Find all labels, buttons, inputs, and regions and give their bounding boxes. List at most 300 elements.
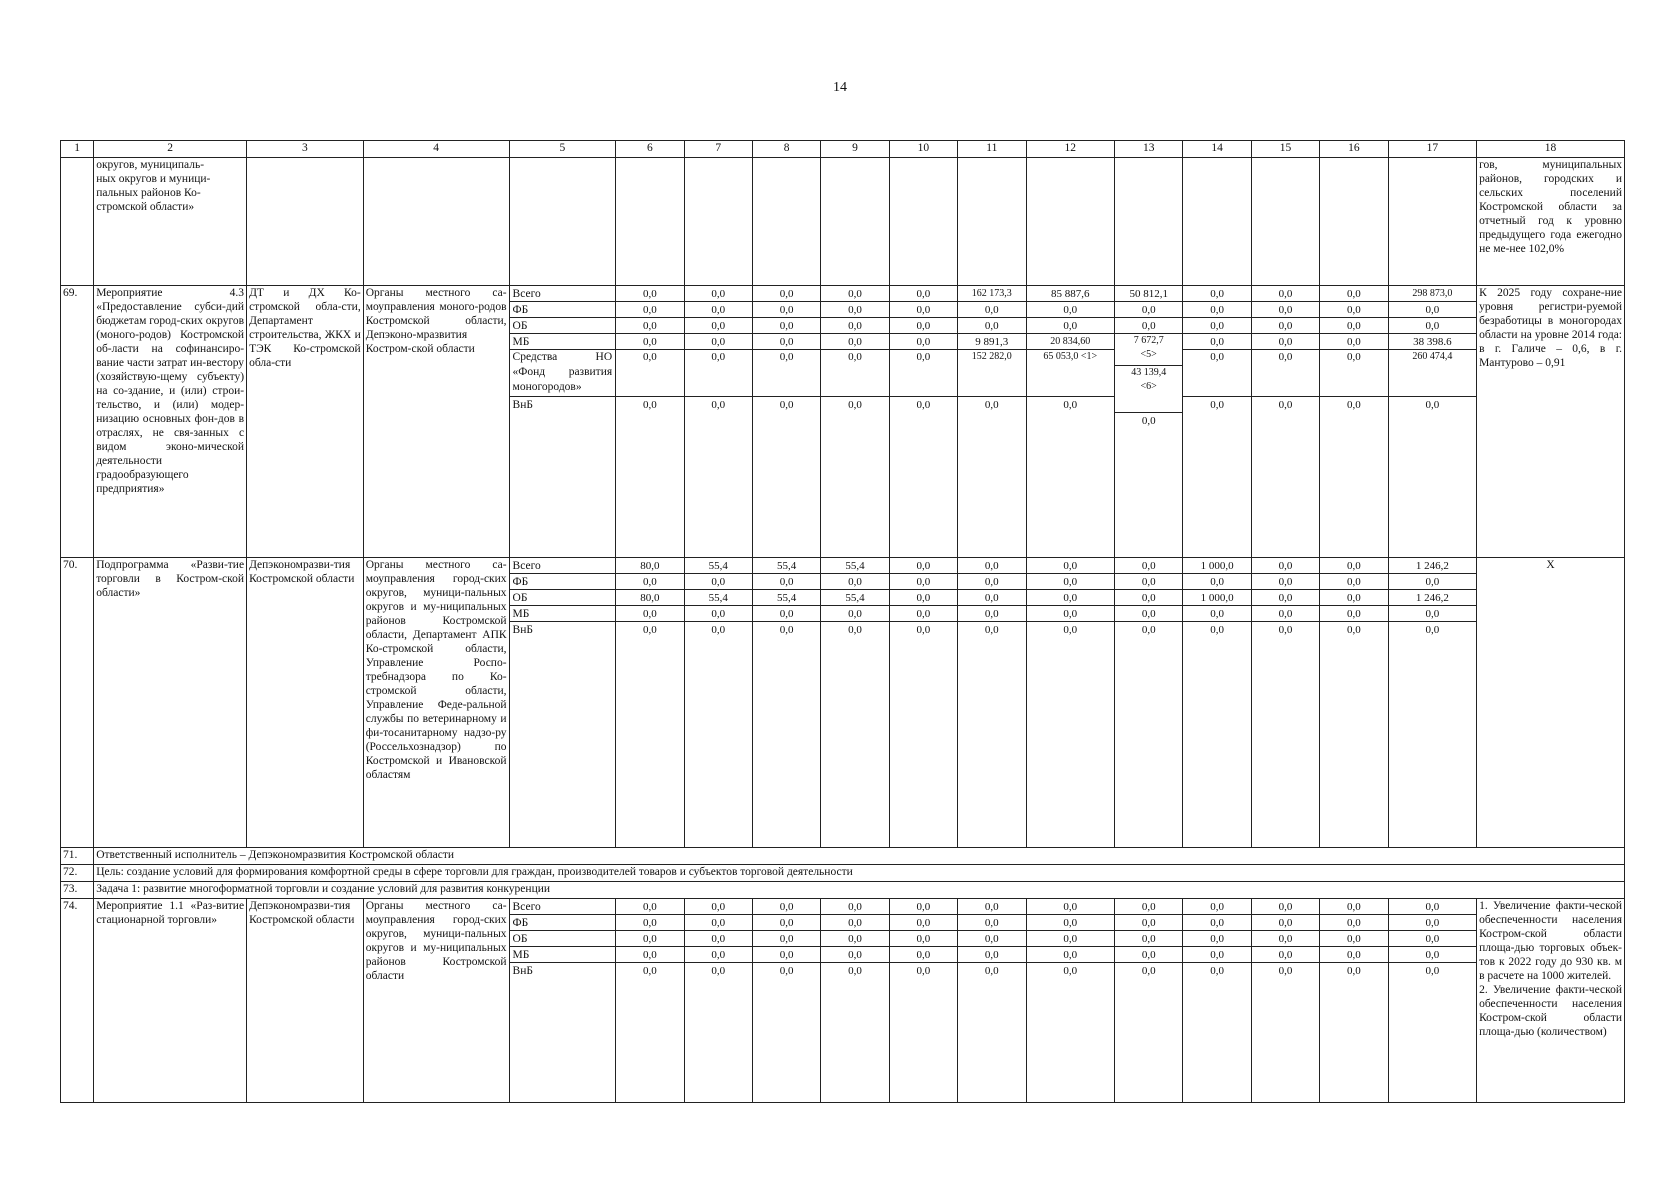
value-cell: 0,0 [1183, 334, 1250, 350]
value-cell: 0,0 [1183, 350, 1250, 397]
value-column-7 [684, 899, 752, 1103]
value-cell: 55,4 [685, 590, 752, 606]
value-cell: 0,0 [1210, 965, 1224, 977]
value-cell: 1 000,0 [1183, 558, 1250, 574]
value-column-6 [616, 899, 684, 1103]
value-cell: 0,0 [1027, 302, 1115, 318]
value-cell: 0,0 [1320, 899, 1387, 915]
value-cell: 298 873,0 [1389, 286, 1477, 302]
value-cell: 0,0 [685, 899, 752, 915]
row-span-text: Цель: создание условий для формирования комфортной среды в сфере торговли для граждан, производителей товаров и субъектов торговой деятельности [94, 865, 1625, 882]
value-cell: 0,0 [1252, 931, 1319, 947]
value-cell: 0,0 [821, 947, 888, 963]
value-cell: 0,0 [616, 606, 683, 622]
row-name: Мероприятие 4.3 «Предоставление субси-дий бюджетам город-ских округов (моного-родов) Костромской об-ласти на софинансиро-вание части затрат ин-вестору (хозяйствую-щему субъекту) на со-здание, и (или) строи-тельство, и (или) модер-низацию основных фон-дов в отраслях, не свя-занных с видом эконо-мической деятельности градообразующего предприятия» [94, 286, 247, 558]
value-column-6 [616, 558, 684, 848]
value-cell: 0,0 [753, 606, 820, 622]
column-header-5: 5 [509, 141, 616, 158]
value-cell: 0,0 [1320, 606, 1387, 622]
row-executor: Депэкономразви-тия Костромской области [247, 558, 364, 848]
value-cell: 0,0 [1183, 606, 1250, 622]
value-cell: 0,0 [1115, 302, 1182, 318]
value-column-17 [1388, 899, 1477, 1103]
value-cell: 0,0 [1027, 590, 1115, 606]
value-cell: 0,0 [1320, 931, 1387, 947]
column-header-18: 18 [1477, 141, 1625, 158]
value-cell: 0,0 [1183, 947, 1250, 963]
value-cell: 0,0 [642, 624, 657, 636]
value-cell: 80,0 [616, 590, 683, 606]
value-cell: 0,0 [1320, 286, 1387, 302]
value-cell: 0,0 [1115, 899, 1182, 915]
column-header-16: 16 [1320, 141, 1388, 158]
value-cell: 0,0 [753, 350, 820, 397]
value-cell: 0,0 [1027, 318, 1115, 334]
column-header-7: 7 [684, 141, 752, 158]
value-column-11 [958, 899, 1026, 1103]
value-cell: 0,0 [753, 302, 820, 318]
row-participants: Органы местного са-моуправления моного-родов Костромской области, Депэконо-мразвития Костром-ской области [363, 286, 509, 558]
column-header-11: 11 [958, 141, 1026, 158]
value-cell: 0,0 [685, 947, 752, 963]
value-cell: 0,0 [1425, 399, 1440, 411]
value-cell: 0,0 [753, 574, 820, 590]
value-cell: 0,0 [1183, 574, 1250, 590]
value-column-9 [821, 286, 889, 558]
row-executor: ДТ и ДХ Ко-стромской обла-сти, Департамент строительства, ЖКХ и ТЭК Ко-стромской обла-сти [247, 286, 364, 558]
funding-source: ВнБ [512, 624, 533, 636]
value-cell: 0,0 [753, 915, 820, 931]
value-cell: 0,0 [1063, 624, 1078, 636]
value-cell: 55,4 [753, 558, 820, 574]
value-cell: 0,0 [711, 399, 726, 411]
row-participants [363, 158, 509, 286]
value-column-14 [1183, 899, 1251, 1103]
value-cell: 1 246,2 [1389, 558, 1477, 574]
value-cell: 1 246,2 [1389, 590, 1477, 606]
value-cell: 0,0 [685, 931, 752, 947]
column-header-2: 2 [94, 141, 247, 158]
value-cell: 0,0 [1141, 415, 1156, 427]
value-cell: 0,0 [1278, 965, 1293, 977]
value-cell: 0,0 [1115, 318, 1182, 334]
funding-source: Всего [510, 558, 616, 574]
table-row-69 [61, 286, 1625, 558]
value-cell: 20 834,60 [1027, 334, 1115, 350]
value-cell: 0,0 [1210, 624, 1224, 636]
funding-source: МБ [510, 334, 616, 350]
row-source [509, 158, 616, 286]
value-cell: 0,0 [616, 947, 683, 963]
column-header-1: 1 [61, 141, 94, 158]
value-cell: 0,0 [685, 286, 752, 302]
value-cell: 38 398.6 [1389, 334, 1477, 350]
value-cell: 0,0 [616, 574, 683, 590]
value-cell: 0,0 [1252, 899, 1319, 915]
value-cell: 0,0 [958, 558, 1025, 574]
value-column-16 [1320, 558, 1388, 848]
value-cell: 0,0 [890, 899, 957, 915]
value-cell: 65 053,0 <1> [1027, 350, 1115, 397]
value-cell: 0,0 [1252, 334, 1319, 350]
value-cell: 0,0 [779, 624, 794, 636]
value-cell: 0,0 [1027, 947, 1115, 963]
funding-source: ОБ [510, 590, 616, 606]
row-participants: Органы местного са-моуправления город-ских округов, муници-пальных округов и му-ниципальных районов Костромской области [363, 899, 509, 1103]
value-cell: 0,0 [1183, 286, 1250, 302]
value-cell: 0,0 [1141, 965, 1156, 977]
value-cell: 0,0 [1183, 318, 1250, 334]
funding-source: ВнБ [512, 965, 533, 977]
value-cell: 0,0 [890, 606, 957, 622]
value-column-15 [1251, 899, 1319, 1103]
row-result: Х [1477, 558, 1625, 848]
column-header-13: 13 [1115, 141, 1183, 158]
value-column-17 [1388, 558, 1477, 848]
value-cell: 0,0 [1320, 558, 1387, 574]
value-cell: 0,0 [1252, 947, 1319, 963]
value-cell: 0,0 [890, 590, 957, 606]
column-header-4: 4 [363, 141, 509, 158]
value-cell: 0,0 [821, 286, 888, 302]
row-number: 70. [61, 558, 94, 848]
value-cell: 85 887,6 [1027, 286, 1115, 302]
table-row-72 [61, 865, 1625, 882]
value-cell: 0,0 [1346, 624, 1361, 636]
value-cell: 0,0 [1252, 574, 1319, 590]
value-cell: 0,0 [1141, 624, 1156, 636]
value-cell: 55,4 [685, 558, 752, 574]
value-cell: 0,0 [685, 334, 752, 350]
value-column-12 [1026, 899, 1115, 1103]
value-cell: 260 474,4 [1389, 350, 1477, 397]
value-cell: 0,0 [1320, 302, 1387, 318]
row-name: Мероприятие 1.1 «Раз-витие стационарной торговли» [94, 899, 247, 1103]
value-column-9 [821, 899, 889, 1103]
value-cell: 0,0 [1389, 318, 1477, 334]
value-cell: 0,0 [685, 606, 752, 622]
funding-source: ОБ [510, 318, 616, 334]
table-row-71 [61, 848, 1625, 865]
value-cell: 0,0 [685, 302, 752, 318]
value-cell: 0,0 [685, 915, 752, 931]
value-cell: 0,0 [848, 399, 862, 411]
row-span-text: Ответственный исполнитель – Депэкономразвития Костромской области [94, 848, 1625, 865]
value-cell: 0,0 [1320, 350, 1387, 397]
value-cell: 0,0 [958, 590, 1025, 606]
value-cell: 55,4 [821, 590, 888, 606]
value-cell: 0,0 [890, 334, 957, 350]
value-cell: 0,0 [916, 965, 931, 977]
row-number: 69. [61, 286, 94, 558]
value-cell: 0,0 [821, 606, 888, 622]
value-column-12 [1026, 286, 1115, 558]
value-cell: 0,0 [1320, 574, 1387, 590]
value-cell: 0,0 [821, 899, 888, 915]
value-cell: 0,0 [958, 606, 1025, 622]
row-sources [509, 558, 616, 848]
value-cell: 0,0 [1389, 899, 1477, 915]
value-column-14 [1183, 558, 1251, 848]
column-header-15: 15 [1251, 141, 1319, 158]
row-number [61, 158, 94, 286]
value-cell: 0,0 [1183, 915, 1250, 931]
value-cell: 0,0 [1389, 931, 1477, 947]
value-cell: 0,0 [753, 286, 820, 302]
value-cell: 0,0 [958, 574, 1025, 590]
value-column-16 [1320, 286, 1388, 558]
funding-source: ФБ [510, 302, 616, 318]
funding-source: МБ [510, 606, 616, 622]
row-number: 74. [61, 899, 94, 1103]
table-row-74 [61, 899, 1625, 1103]
value-cell: 0,0 [1252, 286, 1319, 302]
value-cell: 9 891,3 [958, 334, 1025, 350]
page-number: 14 [833, 80, 847, 95]
value-cell: 0,0 [821, 915, 888, 931]
value-cell: 0,0 [1115, 606, 1182, 622]
value-cell: 0,0 [958, 931, 1025, 947]
value-cell: 0,0 [1115, 931, 1182, 947]
value-cell: 0,0 [916, 399, 931, 411]
column-header-10: 10 [889, 141, 957, 158]
value-cell: 0,0 [1252, 302, 1319, 318]
value-cell: 0,0 [821, 574, 888, 590]
value-cell: 0,0 [753, 899, 820, 915]
value-column-8 [752, 899, 820, 1103]
value-cell: 0,0 [1389, 947, 1477, 963]
row-executor: Депэкономразви-тия Костромской области [247, 899, 364, 1103]
value-cell: 0,0 [685, 350, 752, 397]
value-cell: 0,0 [1115, 947, 1182, 963]
value-cell: 0,0 [958, 899, 1025, 915]
value-cell: 0,0 [616, 350, 683, 397]
value-cell: 0,0 [958, 302, 1025, 318]
value-cell: 55,4 [821, 558, 888, 574]
value-cell: 0,0 [711, 624, 726, 636]
column-header-8: 8 [752, 141, 820, 158]
value-cell: 0,0 [753, 318, 820, 334]
value-cell: 0,0 [821, 318, 888, 334]
value-cell: 55,4 [753, 590, 820, 606]
value-column-13 [1115, 899, 1183, 1103]
value-cell: 0,0 [1027, 931, 1115, 947]
value-column-17 [1388, 286, 1477, 558]
value-cell: 0,0 [616, 334, 683, 350]
value-cell: 0,0 [1183, 302, 1250, 318]
value-cell: 0,0 [848, 624, 862, 636]
row-executor [247, 158, 364, 286]
value-cell: 0,0 [890, 318, 957, 334]
row-sources [509, 899, 616, 1103]
value-cell: 0,0 [1389, 302, 1477, 318]
value-cell: 0,0 [1252, 606, 1319, 622]
value-cell: 0,0 [1183, 899, 1250, 915]
value-cell: 0,0 [1252, 350, 1319, 397]
row-number: 71. [61, 848, 94, 865]
funding-source: Средства НО «Фонд развития моногородов» [510, 350, 616, 397]
column-header-3: 3 [247, 141, 364, 158]
row-result: К 2025 году сохране-ние уровня регистри-руемой безработицы в моногородах области на уровне 2014 года: в г. Галиче – 0,6, в г. Мантурово – 0,91 [1477, 286, 1625, 558]
value-cell: 0,0 [1346, 399, 1361, 411]
value-cell: 0,0 [616, 931, 683, 947]
value-cell: 0,0 [1389, 606, 1477, 622]
value-cell: 0,0 [890, 574, 957, 590]
value-cell: 0,0 [1320, 590, 1387, 606]
funding-source: Всего [510, 899, 616, 915]
column-header-14: 14 [1183, 141, 1251, 158]
value-cell: 152 282,0 [958, 350, 1025, 397]
value-cell: 0,0 [958, 915, 1025, 931]
value-cell: 0,0 [1346, 965, 1361, 977]
value-cell: 0,0 [1115, 574, 1182, 590]
funding-source: ФБ [510, 915, 616, 931]
value-cell: 0,0 [642, 965, 657, 977]
value-cell: 0,0 [1252, 318, 1319, 334]
header-row [61, 141, 1625, 158]
row-span-text: Задача 1: развитие многоформатной торговли и создание условий для развития конкуренции [94, 882, 1625, 899]
value-cell: 0,0 [1027, 915, 1115, 931]
value-column-7 [684, 558, 752, 848]
value-cell: 0,0 [984, 399, 999, 411]
value-column-11 [958, 286, 1026, 558]
funding-source: Всего [510, 286, 616, 302]
value-cell: 0,0 [1115, 558, 1182, 574]
value-cell: 0,0 [821, 302, 888, 318]
value-cell: 0,0 [848, 965, 862, 977]
value-cell: 0,0 [1252, 558, 1319, 574]
value-column-10 [889, 558, 957, 848]
value-cell: 1 000,0 [1183, 590, 1250, 606]
value-cell: 0,0 [1063, 965, 1078, 977]
value-column-10 [889, 899, 957, 1103]
value-cell: 0,0 [958, 318, 1025, 334]
value-cell: 0,0 [958, 947, 1025, 963]
value-column-15 [1251, 558, 1319, 848]
value-cell: 0,0 [779, 965, 794, 977]
value-cell: 0,0 [1278, 399, 1293, 411]
value-cell: 0,0 [642, 399, 657, 411]
value-column-13 [1115, 558, 1183, 848]
value-cell: 0,0 [1115, 590, 1182, 606]
value-cell: 0,0 [1115, 915, 1182, 931]
value-cell: 0,0 [1063, 399, 1078, 411]
value-cell: 0,0 [890, 302, 957, 318]
value-cell: 0,0 [616, 286, 683, 302]
funding-source: МБ [510, 947, 616, 963]
value-column-11 [958, 558, 1026, 848]
value-column-6 [616, 286, 684, 558]
value-cell: 0,0 [890, 558, 957, 574]
value-cell: 0,0 [753, 947, 820, 963]
value-cell: 0,0 [1320, 334, 1387, 350]
value-column-12 [1026, 558, 1115, 848]
value-column-8 [752, 558, 820, 848]
value-cell: 0,0 [1389, 574, 1477, 590]
column-header-9: 9 [821, 141, 889, 158]
value-cell: 0,0 [685, 318, 752, 334]
value-cell: 0,0 [1278, 624, 1293, 636]
value-cell: 0,0 [890, 931, 957, 947]
row-name: Подпрограмма «Разви-тие торговли в Костром-ской области» [94, 558, 247, 848]
value-column-9 [821, 558, 889, 848]
value-cell: 0,0 [1027, 606, 1115, 622]
value-cell: 43 139,4 <6> [1115, 366, 1182, 413]
column-header-17: 17 [1388, 141, 1477, 158]
value-cell: 0,0 [711, 965, 726, 977]
value-cell: 162 173,3 [958, 286, 1025, 302]
value-cell: 0,0 [753, 334, 820, 350]
value-cell: 7 672,7 <5> [1115, 334, 1182, 366]
table-row-73 [61, 882, 1625, 899]
column-header-12: 12 [1026, 141, 1115, 158]
value-cell: 0,0 [616, 899, 683, 915]
value-column-14 [1183, 286, 1251, 558]
value-cell: 0,0 [1027, 574, 1115, 590]
value-cell: 0,0 [1320, 318, 1387, 334]
value-cell: 0,0 [753, 931, 820, 947]
value-cell: 0,0 [984, 624, 999, 636]
row-participants: Органы местного са-моуправления город-ских округов, муници-пальных округов и му-ниципальных районов Костромской области, Департамент АПК Ко-стромской области, Управление Роспо-требнадзора по Ко-стромской области, Управление Феде-ральной службы по ветеринарному и фи-тосанитарному надзо-ру (Россельхознадзор) по Костромской и Ивановской областям [363, 558, 509, 848]
value-cell: 50 812,1 [1115, 286, 1182, 302]
value-column-16 [1320, 899, 1388, 1103]
value-cell: 0,0 [1320, 947, 1387, 963]
value-cell: 0,0 [779, 399, 794, 411]
value-cell: 0,0 [1320, 915, 1387, 931]
value-cell: 0,0 [821, 931, 888, 947]
value-cell: 0,0 [1210, 399, 1224, 411]
funding-source: ВнБ [512, 399, 533, 411]
value-cell: 0,0 [1027, 899, 1115, 915]
row-number: 73. [61, 882, 94, 899]
value-cell: 0,0 [685, 574, 752, 590]
value-column-15 [1251, 286, 1319, 558]
value-cell: 0,0 [616, 915, 683, 931]
value-column-8 [752, 286, 820, 558]
funding-source: ФБ [510, 574, 616, 590]
value-cell: 0,0 [821, 334, 888, 350]
value-cell: 80,0 [616, 558, 683, 574]
row-result: 1. Увеличение факти-ческой обеспеченности населения Костром-ской области площа-дью торговых объек-тов к 2022 году до 930 кв. м в расчете на 1000 жителей. 2. Увеличение факти-ческой обеспеченности населения Костром-ской области площа-дью (количеством) [1477, 899, 1625, 1103]
row-name: округов, муниципаль- ных округов и муници- пальных районов Ко- стромской области» [94, 158, 247, 286]
value-cell: 0,0 [1252, 915, 1319, 931]
value-cell: 0,0 [1027, 558, 1115, 574]
value-cell: 0,0 [1425, 965, 1440, 977]
value-cell: 0,0 [1425, 624, 1440, 636]
funding-source: ОБ [510, 931, 616, 947]
value-cell: 0,0 [890, 915, 957, 931]
value-cell: 0,0 [890, 947, 957, 963]
value-cell: 0,0 [890, 286, 957, 302]
value-cell: 0,0 [1252, 590, 1319, 606]
value-cell: 0,0 [916, 624, 931, 636]
table-row-continuation [61, 158, 1625, 286]
column-header-6: 6 [616, 141, 684, 158]
value-cell: 0,0 [984, 965, 999, 977]
program-table [60, 140, 1625, 1103]
value-cell: 0,0 [821, 350, 888, 397]
value-column-10 [889, 286, 957, 558]
row-result: гов, муниципальных районов, городских и сельских поселений Костромской области за отчетный год к уровню предыдущего года ежегодно не ме-нее 102,0% [1477, 158, 1625, 286]
value-cell: 0,0 [616, 318, 683, 334]
value-cell: 0,0 [616, 302, 683, 318]
value-column-7 [684, 286, 752, 558]
value-cell: 0,0 [1183, 931, 1250, 947]
value-cell: 0,0 [890, 350, 957, 397]
row-sources [509, 286, 616, 558]
value-cell: 0,0 [1389, 915, 1477, 931]
row-number: 72. [61, 865, 94, 882]
